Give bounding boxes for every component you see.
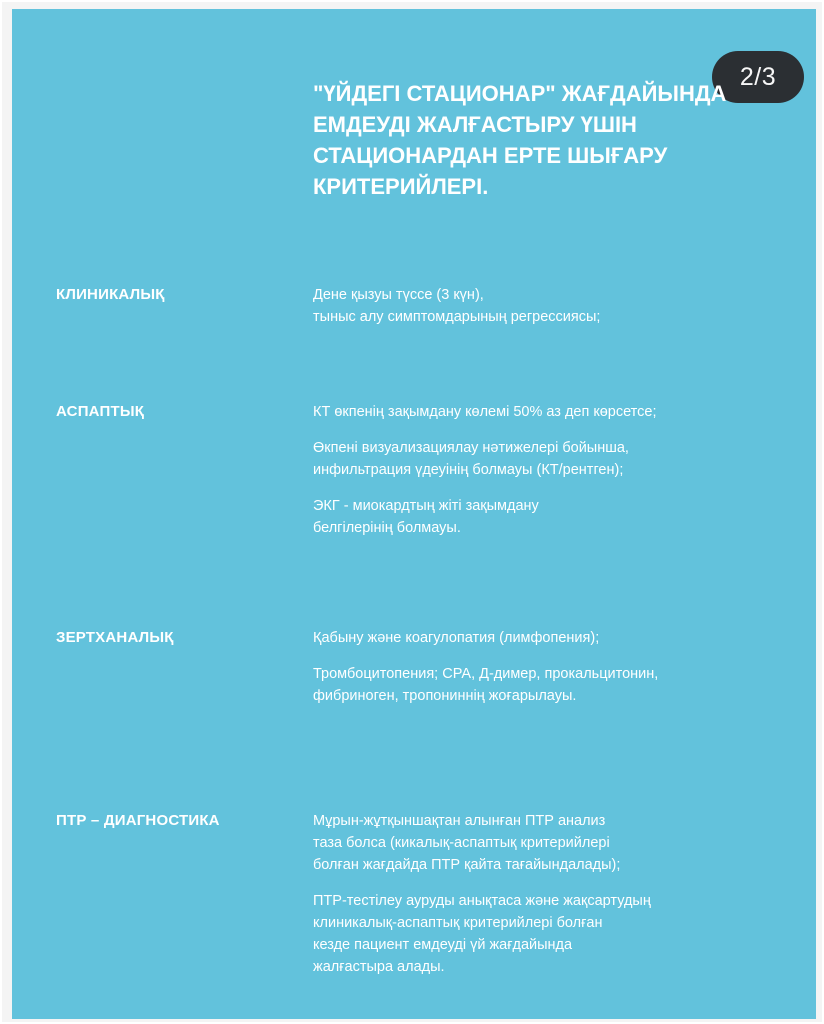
criteria-line: кезде пациент емдеуді үй жағдайында <box>313 937 573 953</box>
criteria-line: Тромбоцитопения; СРА, Д-димер, прокальцитонин, <box>313 666 659 682</box>
criteria-line: тыныс алу симптомдарының регрессиясы; <box>313 309 601 325</box>
infographic-slide <box>12 9 816 1019</box>
criteria-paragraph <box>313 284 793 328</box>
criteria-line: белгілерінің болмауы. <box>313 520 461 536</box>
criteria-line: инфильтрация үдеуінің болмауы (КТ/рентген); <box>313 462 624 478</box>
criteria-line: клиникалық-аспаптық критерийлері болған <box>313 915 603 931</box>
section-label-laboratory: ЗЕРТХАНАЛЫҚ <box>56 629 174 646</box>
section-body-instrumental <box>313 401 793 539</box>
criteria-line: КТ өкпенің зақымдану көлемі 50% аз деп көрсетсе; <box>313 404 657 420</box>
criteria-line: Өкпені визуализациялау нәтижелері бойынша, <box>313 440 629 456</box>
criteria-line: Дене қызуы түссе (3 күн), <box>313 287 484 303</box>
criteria-paragraph <box>313 495 793 539</box>
criteria-paragraph <box>313 401 793 423</box>
section-body-pcr-diagnostics <box>313 810 793 978</box>
criteria-paragraph <box>313 890 793 978</box>
criteria-paragraph <box>313 663 793 707</box>
criteria-line: болған жағдайда ПТР қайта тағайындалады); <box>313 857 621 873</box>
title-line: КРИТЕРИЙЛЕРІ. <box>313 174 489 199</box>
criteria-line: Қабыну және коагулопатия (лимфопения); <box>313 630 600 646</box>
criteria-line: ЭКГ - миокардтың жіті зақымдану <box>313 498 539 514</box>
title-line: СТАЦИОНАРДАН ЕРТЕ ШЫҒАРУ <box>313 143 668 168</box>
title-line: ЕМДЕУДІ ЖАЛҒАСТЫРУ ҮШІН <box>313 112 637 137</box>
criteria-line: ПТР-тестілеу ауруды анықтаса және жақсартудың <box>313 893 651 909</box>
title-line: "ҮЙДЕГІ СТАЦИОНАР" ЖАҒДАЙЫНДА <box>313 81 727 106</box>
section-body-clinical <box>313 284 793 328</box>
section-label-instrumental: АСПАПТЫҚ <box>56 403 145 420</box>
criteria-paragraph <box>313 627 793 649</box>
screenshot-frame <box>2 2 822 1022</box>
section-label-clinical: КЛИНИКАЛЫҚ <box>56 286 165 303</box>
criteria-line: фибриноген, тропониннің жоғарылауы. <box>313 688 577 704</box>
criteria-line: жалғастыра алады. <box>313 959 445 975</box>
section-label-pcr-diagnostics: ПТР – ДИАГНОСТИКА <box>56 812 220 829</box>
section-body-laboratory <box>313 627 793 707</box>
slide-title <box>313 78 743 202</box>
slide-counter-text: 2/3 <box>739 62 777 91</box>
criteria-line: таза болса (кикалық-аспаптық критерийлері <box>313 835 610 851</box>
criteria-paragraph <box>313 437 793 481</box>
criteria-line: Мұрын-жұтқыншақтан алынған ПТР анализ <box>313 813 606 829</box>
criteria-paragraph <box>313 810 793 876</box>
